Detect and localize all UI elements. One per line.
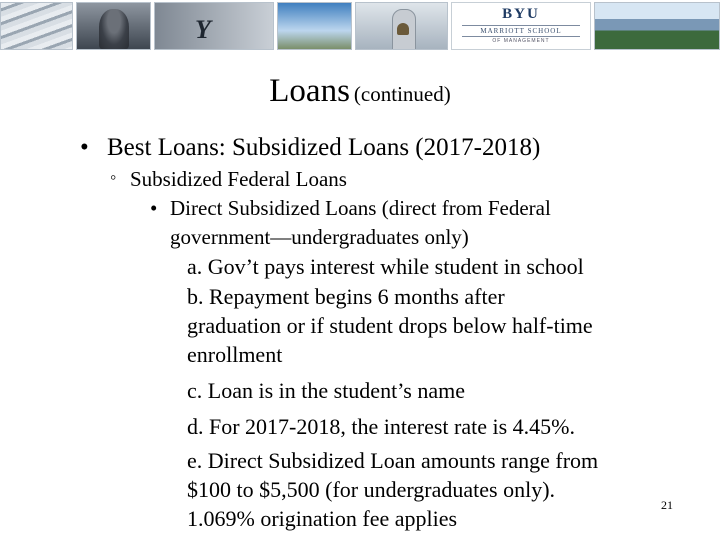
banner-photo-building bbox=[0, 2, 73, 50]
bullet-level3-line1: Direct Subsidized Loans (direct from Federal bbox=[170, 196, 551, 220]
banner-photo-sky bbox=[277, 2, 352, 50]
logo-management-text: OF MANAGEMENT bbox=[492, 38, 550, 44]
bullet-marker-level3: • bbox=[150, 196, 158, 220]
banner-photo-statue bbox=[76, 2, 151, 50]
bullet-level2-text: Subsidized Federal Loans bbox=[130, 167, 347, 191]
list-item-e-line2: $100 to $5,500 (for undergraduates only). bbox=[187, 477, 556, 502]
banner-photo-bell-tower bbox=[355, 2, 448, 50]
list-item-d: d. For 2017-2018, the interest rate is 4.45%. bbox=[187, 414, 575, 439]
title-main: Loans bbox=[269, 73, 350, 109]
bullet-level1-text: Best Loans: Subsidized Loans (2017-2018) bbox=[107, 134, 541, 161]
header-banner bbox=[0, 0, 720, 52]
logo-school-text: MARRIOTT SCHOOL bbox=[462, 25, 580, 37]
list-item-e-line3: 1.069% origination fee applies bbox=[187, 506, 458, 531]
list-item-b-line2: graduation or if student drops below half-time bbox=[187, 313, 593, 338]
list-item-a: a. Gov’t pays interest while student in school bbox=[187, 254, 584, 279]
statue-image bbox=[99, 9, 129, 49]
bullet-marker-level1: • bbox=[80, 134, 89, 161]
list-item-b-line3: enrollment bbox=[187, 342, 283, 367]
y-logo-image: Y bbox=[195, 15, 211, 44]
slide-title bbox=[0, 73, 720, 110]
logo-byu-text: BYU bbox=[502, 6, 540, 22]
bell-icon bbox=[397, 23, 409, 35]
list-item-e-line1: e. Direct Subsidized Loan amounts range from bbox=[187, 448, 599, 473]
list-item-c: c. Loan is in the student’s name bbox=[187, 378, 465, 403]
bullet-marker-level2: ◦ bbox=[110, 167, 117, 187]
page-number: 21 bbox=[661, 498, 673, 512]
list-item-b-line1: b. Repayment begins 6 months after bbox=[187, 284, 505, 309]
byu-marriott-logo bbox=[451, 2, 591, 50]
title-sub: (continued) bbox=[353, 82, 451, 106]
bullet-level3-line2: government—undergraduates only) bbox=[170, 225, 469, 249]
banner-photo-campus bbox=[594, 2, 720, 50]
banner-photo-y-mountain bbox=[154, 2, 274, 50]
